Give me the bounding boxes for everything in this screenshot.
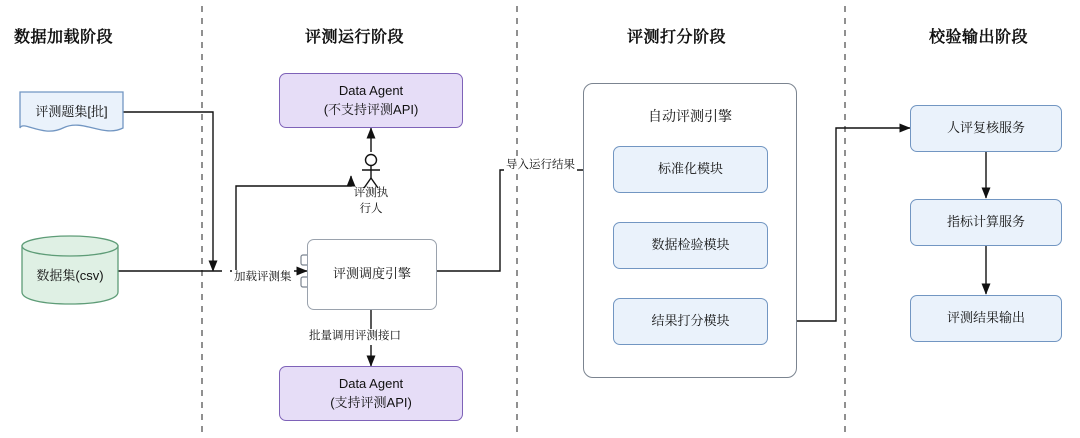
data-check-module-label: 数据检验模块	[651, 237, 730, 253]
evaluator-actor-label	[330, 186, 412, 217]
standardize-module-label: 标准化模块	[657, 161, 723, 177]
edge-label-load-dataset: 加载评测集	[232, 270, 294, 286]
node-data-check-module[interactable]	[613, 222, 768, 269]
node-data-agent-no-api[interactable]	[279, 73, 463, 128]
edge-label-import-run-result: 导入运行结果	[504, 158, 577, 174]
lane-title-verify-output: 校验输出阶段	[929, 29, 1029, 46]
result-output-label: 评测结果输出	[946, 310, 1025, 326]
data-agent-no-api-line2: (不支持评测API)	[323, 101, 419, 117]
auto-eval-engine-title: 自动评测引擎	[648, 108, 732, 124]
node-result-output[interactable]	[910, 295, 1062, 342]
node-data-agent-with-api[interactable]	[279, 366, 463, 421]
lane-title-eval-scoring: 评测打分阶段	[627, 29, 727, 46]
dataset-doc-label: 评测题集[批]	[35, 104, 108, 119]
metric-calc-service-label: 指标计算服务	[946, 214, 1025, 230]
evaluator-actor-icon	[362, 155, 380, 189]
data-agent-no-api-line1: Data Agent	[338, 82, 404, 98]
lane-title-eval-run: 评测运行阶段	[305, 29, 405, 46]
scoring-module-label: 结果打分模块	[651, 313, 730, 329]
eval-scheduler-engine-label: 评测调度引擎	[332, 266, 411, 282]
human-review-service-label: 人评复核服务	[946, 120, 1025, 136]
edge-label-batch-call-api: 批量调用评测接口	[307, 329, 403, 345]
node-metric-calc-service[interactable]	[910, 199, 1062, 246]
evaluator-actor-line1: 评测执	[353, 187, 389, 199]
data-agent-with-api-line1: Data Agent	[338, 375, 404, 391]
node-human-review-service[interactable]	[910, 105, 1062, 152]
node-eval-scheduler-engine[interactable]	[307, 239, 437, 310]
node-standardize-module[interactable]	[613, 146, 768, 193]
evaluator-actor-line2: 行人	[359, 202, 383, 215]
connectors	[118, 112, 986, 366]
dataset-csv-label: 数据集(csv)	[36, 268, 104, 283]
data-agent-with-api-line2: (支持评测API)	[330, 394, 412, 410]
lane-title-data-loading: 数据加载阶段	[14, 29, 114, 46]
node-scoring-module[interactable]	[613, 298, 768, 345]
